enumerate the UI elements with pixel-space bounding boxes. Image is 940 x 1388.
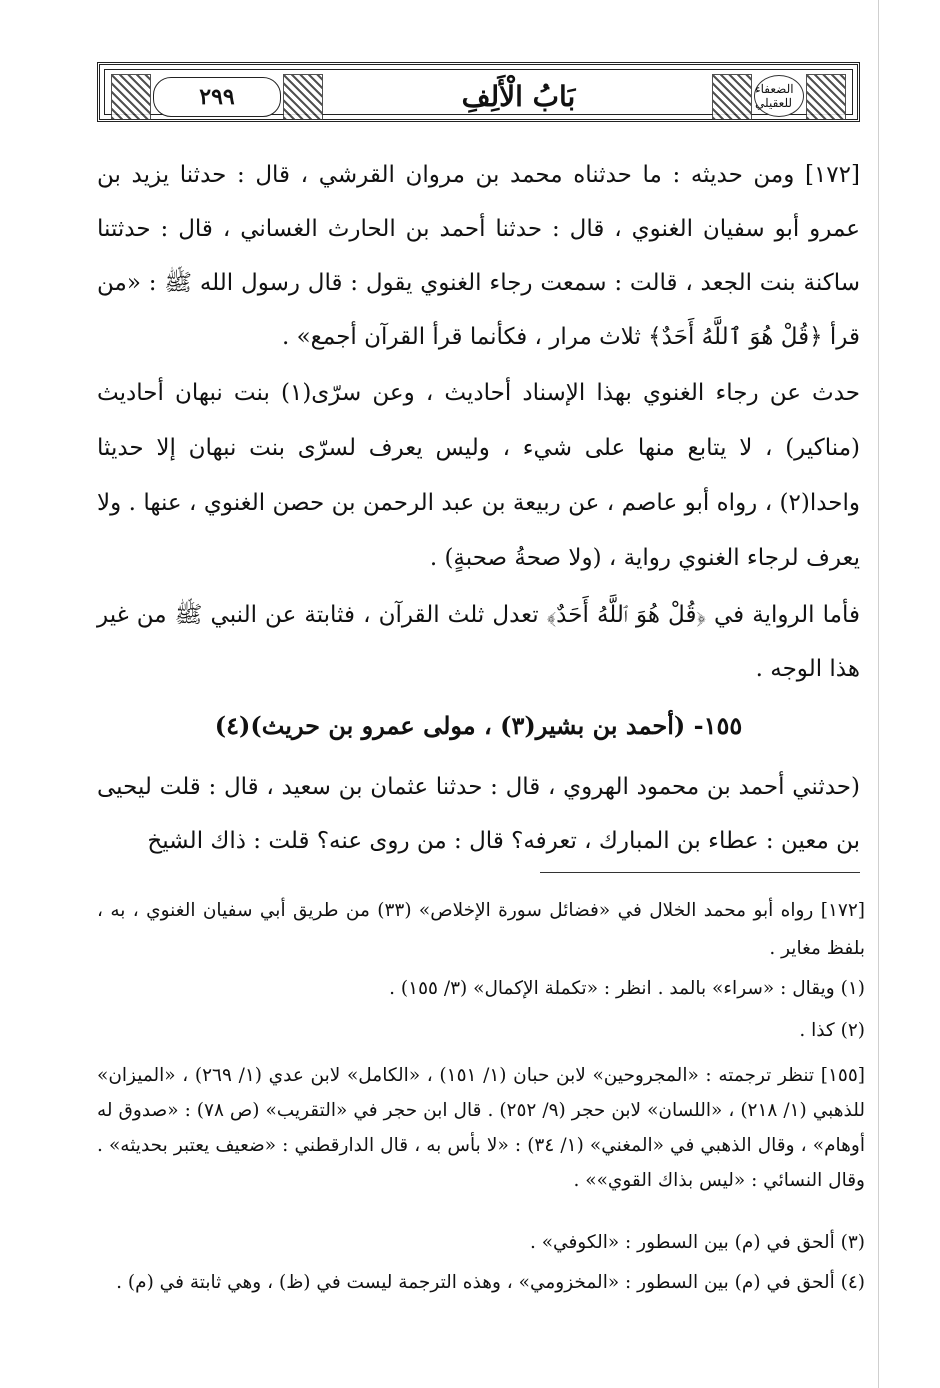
paragraph-ikhlas bbox=[97, 588, 860, 696]
paragraph-narrator-text: حدث عن رجاء الغنوي بهذا الإسناد أحاديث ، وعن سرّى(١) بنت نبهان أحاديث (مناكير) ، لا يتابع منها على شيء ، وليس يعرف لسرّى بنت نبهان إلا حديثا واحدا(٢) ، رواه أبو عاصم ، عن ربيعة بن عبد الرحمن بن حصن الغنوي ، عنها . ولا يعرف لرجاء الغنوي رواية ، (ولا صحةُ صحبةٍ) . bbox=[97, 380, 860, 571]
ornament-right-inner bbox=[712, 74, 752, 120]
footnote-3-text: (٣) ألحق في (م) بين السطور : «الكوفي» . bbox=[529, 1232, 865, 1253]
footnote-172-text: [١٧٢] رواه أبو محمد الخلال في «فضائل سورة الإخلاص» (٣٣) من طريق أبي سفيان الغنوي ، به ، بلفظ مغاير . bbox=[97, 900, 865, 959]
footnote-2-text: (٢) كذا . bbox=[799, 1020, 865, 1041]
entry-155-title: ١٥٥- (أحمد بن بشير(٣) ، مولى عمرو بن حريث)(٤) bbox=[214, 711, 743, 740]
footnote-1 bbox=[97, 972, 865, 1006]
paragraph-ikhlas-text: فأما الرواية في ﴿قُلْ هُوَ ٱللَّهُ أَحَدٌ﴾ تعدل ثلث القرآن ، فثابتة عن النبي ﷺ من غير هذا الوجه . bbox=[97, 602, 860, 682]
ornament-left bbox=[111, 74, 151, 120]
footnote-172 bbox=[97, 892, 865, 968]
ornament-left-inner bbox=[283, 74, 323, 120]
hadith-172 bbox=[97, 148, 860, 364]
footnote-155-text: [١٥٥] تنظر ترجمته : «المجروحين» لابن حبان (١/ ١٥١) ، «الكامل» لابن عدي (١/ ٢٦٩) ، «الميزان» للذهبي (١/ ٢١٨) ، «اللسان» لابن حجر (٩/ ٢٥٢) . قال ابن حجر في «التقريب» (ص ٧٨) : «صدوق له أوهام» ، وقال الذهبي في «المغني» (١/ ٣٤) : «لا بأس به ، قال الدارقطني : «ضعيف يعتبر بحديثه» . وقال النسائي : «ليس بذاك القوي»» . bbox=[97, 1065, 865, 1191]
footnote-4-text: (٤) ألحق في (م) بين السطور : «المخزومي» ، وهذه الترجمة ليست في (ظ) ، وهي ثابتة في (م) . bbox=[116, 1272, 865, 1293]
footnote-3 bbox=[97, 1226, 865, 1260]
header-frame bbox=[104, 69, 853, 115]
footnote-155 bbox=[97, 1058, 865, 1198]
entry-155-paragraph: (حدثني أحمد بن محمود الهروي ، قال : حدثنا عثمان بن سعيد ، قال : قلت ليحيى بن معين : عطاء بن المبارك ، تعرفه؟ قال : من روى عنه؟ قلت : ذاك الشيخ bbox=[97, 774, 860, 854]
hadith-172-text: [١٧٢] ومن حديثه : ما حدثناه محمد بن مروان القرشي ، قال : حدثنا يزيد بن عمرو أبو سفيان الغنوي ، قال : حدثنا أحمد بن الحارث الغساني ، قال : حدثتنا ساكنة بنت الجعد ، قالت : سمعت رجاء الغنوي يقول : قال رسول الله ﷺ : «من قرأ ﴿قُلْ هُوَ ٱللَّهُ أَحَدٌ﴾ ثلاث مرار ، فكأنما قرأ القرآن أجمع» . bbox=[97, 162, 860, 350]
paragraph-narrator bbox=[97, 366, 860, 586]
footnote-separator bbox=[540, 872, 860, 873]
entry-155-text bbox=[97, 760, 860, 868]
footnote-2 bbox=[97, 1014, 865, 1048]
book-logo: الضعفاء للعقيلي bbox=[754, 75, 804, 117]
page-edge-line bbox=[878, 0, 879, 1388]
footnote-1-text: (١) ويقال : «سراء» بالمد . انظر : «تكملة الإكمال» (٣/ ١٥٥) . bbox=[389, 978, 865, 999]
page-header bbox=[97, 62, 860, 122]
ornament-right bbox=[806, 74, 846, 120]
page-number: ٢٩٩ bbox=[153, 77, 281, 117]
footnote-4 bbox=[97, 1266, 865, 1300]
chapter-title: بَابُ الْأَلِفِ bbox=[461, 79, 576, 113]
